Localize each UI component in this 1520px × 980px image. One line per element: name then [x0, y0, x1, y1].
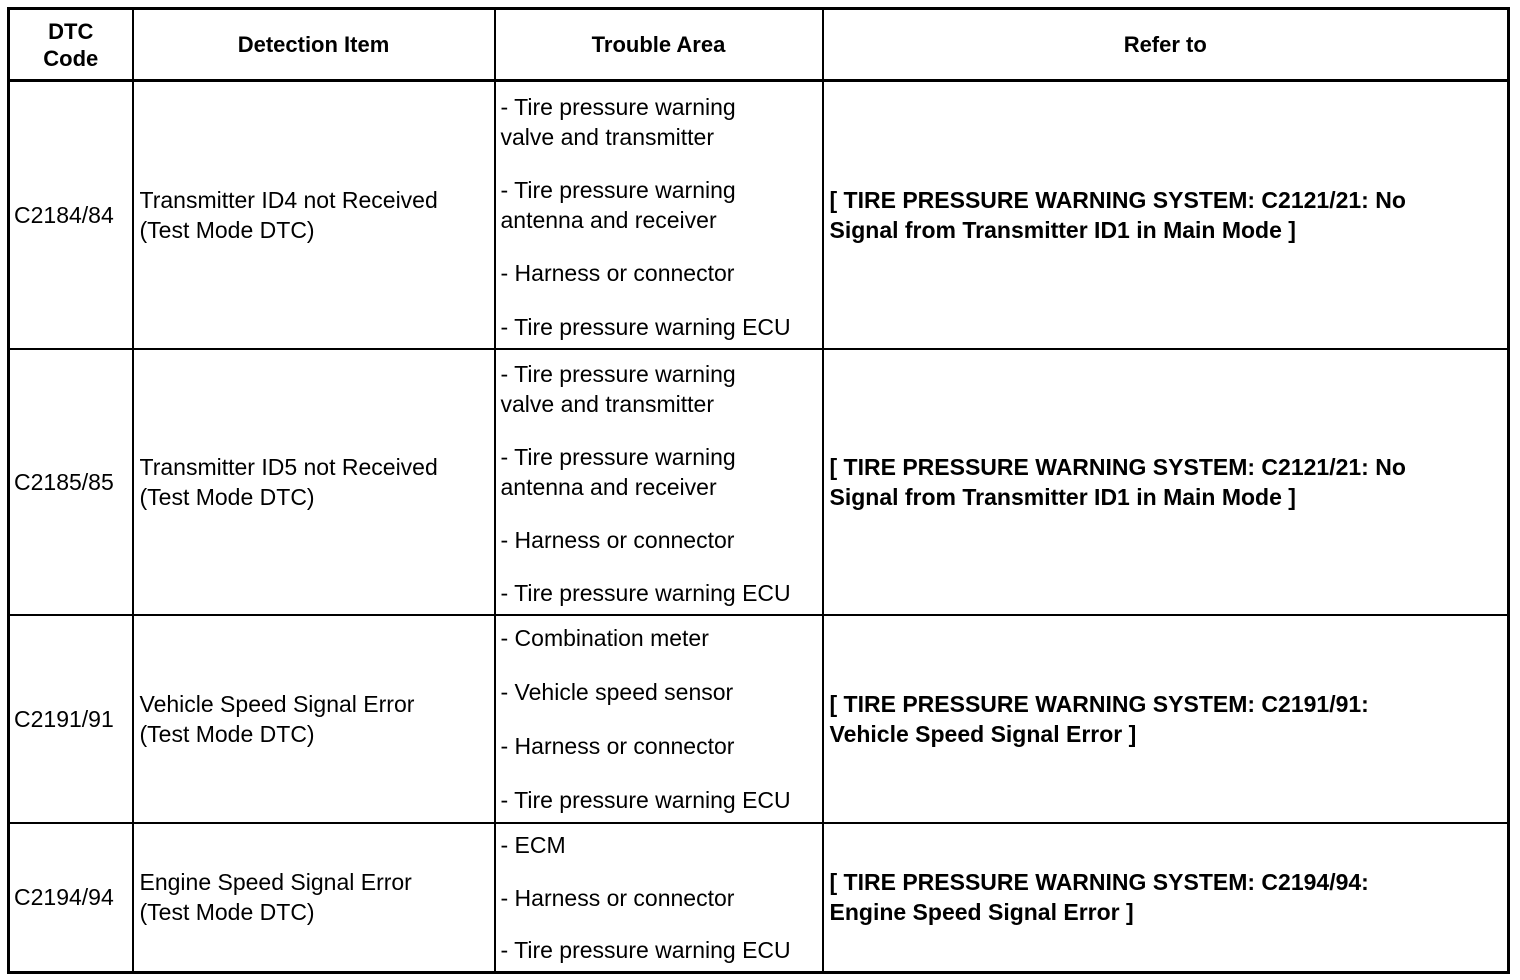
trouble-area-line: - Harness or connector: [500, 260, 735, 287]
trouble-area-list: [501, 351, 820, 613]
trouble-area-item: [501, 785, 820, 815]
header-trouble-area: Trouble Area: [495, 9, 823, 81]
trouble-area-item: [501, 731, 820, 761]
dtc-table: [7, 7, 1510, 974]
header-dtc-code: [9, 9, 133, 81]
trouble-area-list: [501, 84, 820, 346]
table-row: [9, 81, 1509, 349]
dtc-code-cell: C2185/85: [9, 349, 133, 615]
dtc-code-cell: C2194/94: [9, 823, 133, 973]
trouble-area-line: - ECM: [500, 832, 566, 859]
refer-to-link[interactable]: [ TIRE PRESSURE WARNING SYSTEM: C2121/21: No: [829, 453, 1406, 480]
header-dtc-code-line1: DTC: [48, 18, 94, 44]
trouble-area-item: [501, 677, 820, 707]
trouble-area-cell: [495, 823, 823, 973]
trouble-area-item: [501, 175, 820, 235]
trouble-area-line: - Tire pressure warning ECU: [500, 787, 791, 814]
detection-item-line: (Test Mode DTC): [139, 216, 315, 243]
trouble-area-line: - Tire pressure warning: [500, 443, 736, 470]
header-row: [9, 9, 1509, 81]
detection-item-line: Vehicle Speed Signal Error: [139, 690, 415, 717]
refer-to-cell: [823, 615, 1509, 823]
detection-item-line: Engine Speed Signal Error: [139, 869, 412, 896]
trouble-area-item: [501, 578, 820, 608]
trouble-area-item: [501, 623, 820, 653]
table-body: [9, 81, 1509, 973]
detection-item-line: Transmitter ID4 not Received: [139, 186, 438, 213]
trouble-area-line: - Tire pressure warning ECU: [500, 580, 791, 607]
header-refer-to: Refer to: [823, 9, 1509, 81]
table-header: [9, 9, 1509, 81]
trouble-area-item: [501, 258, 820, 288]
trouble-area-item: [501, 935, 820, 965]
trouble-area-item: [501, 525, 820, 555]
detection-item-line: (Test Mode DTC): [139, 899, 315, 926]
table-row: [9, 349, 1509, 615]
header-dtc-code-line2: Code: [43, 45, 99, 71]
trouble-area-cell: [495, 81, 823, 349]
trouble-area-line: - Harness or connector: [500, 733, 735, 760]
trouble-area-line: - Combination meter: [500, 624, 709, 651]
trouble-area-line: - Tire pressure warning: [500, 93, 736, 120]
detection-item-line: (Test Mode DTC): [139, 483, 315, 510]
trouble-area-line: antenna and receiver: [500, 473, 717, 500]
detection-item-cell: [133, 81, 495, 349]
detection-item-cell: [133, 823, 495, 973]
table-row: [9, 615, 1509, 823]
trouble-area-line: antenna and receiver: [500, 207, 717, 234]
refer-to-link[interactable]: [ TIRE PRESSURE WARNING SYSTEM: C2121/21: No: [829, 186, 1406, 213]
trouble-area-line: valve and transmitter: [500, 390, 714, 417]
trouble-area-line: - Vehicle speed sensor: [500, 678, 734, 705]
trouble-area-item: [501, 359, 820, 419]
trouble-area-list: [501, 825, 820, 969]
trouble-area-line: - Tire pressure warning: [500, 177, 736, 204]
trouble-area-line: - Tire pressure warning ECU: [500, 313, 791, 340]
refer-to-link[interactable]: Signal from Transmitter ID1 in Main Mode ]: [829, 483, 1296, 510]
trouble-area-item: [501, 883, 820, 913]
refer-to-link[interactable]: [ TIRE PRESSURE WARNING SYSTEM: C2191/91:: [829, 690, 1369, 717]
refer-to-link[interactable]: Vehicle Speed Signal Error ]: [829, 720, 1137, 747]
trouble-area-item: [501, 830, 820, 860]
detection-item-line: (Test Mode DTC): [139, 720, 315, 747]
refer-to-link[interactable]: Signal from Transmitter ID1 in Main Mode ]: [829, 216, 1296, 243]
refer-to-cell: [823, 349, 1509, 615]
trouble-area-item: [501, 312, 820, 342]
trouble-area-line: - Harness or connector: [500, 527, 735, 554]
trouble-area-item: [501, 92, 820, 152]
dtc-code-cell: C2184/84: [9, 81, 133, 349]
detection-item-cell: [133, 349, 495, 615]
refer-to-cell: [823, 81, 1509, 349]
refer-to-cell: [823, 823, 1509, 973]
trouble-area-cell: [495, 615, 823, 823]
table-row: [9, 823, 1509, 973]
trouble-area-line: valve and transmitter: [500, 123, 714, 150]
trouble-area-cell: [495, 349, 823, 615]
header-detection-item: Detection Item: [133, 9, 495, 81]
trouble-area-list: [501, 618, 820, 820]
trouble-area-line: - Harness or connector: [500, 884, 735, 911]
trouble-area-line: - Tire pressure warning: [500, 360, 736, 387]
trouble-area-item: [501, 442, 820, 502]
refer-to-link[interactable]: [ TIRE PRESSURE WARNING SYSTEM: C2194/94:: [829, 869, 1369, 896]
trouble-area-line: - Tire pressure warning ECU: [500, 937, 791, 964]
dtc-code-cell: C2191/91: [9, 615, 133, 823]
detection-item-line: Transmitter ID5 not Received: [139, 453, 438, 480]
refer-to-link[interactable]: Engine Speed Signal Error ]: [829, 899, 1134, 926]
detection-item-cell: [133, 615, 495, 823]
